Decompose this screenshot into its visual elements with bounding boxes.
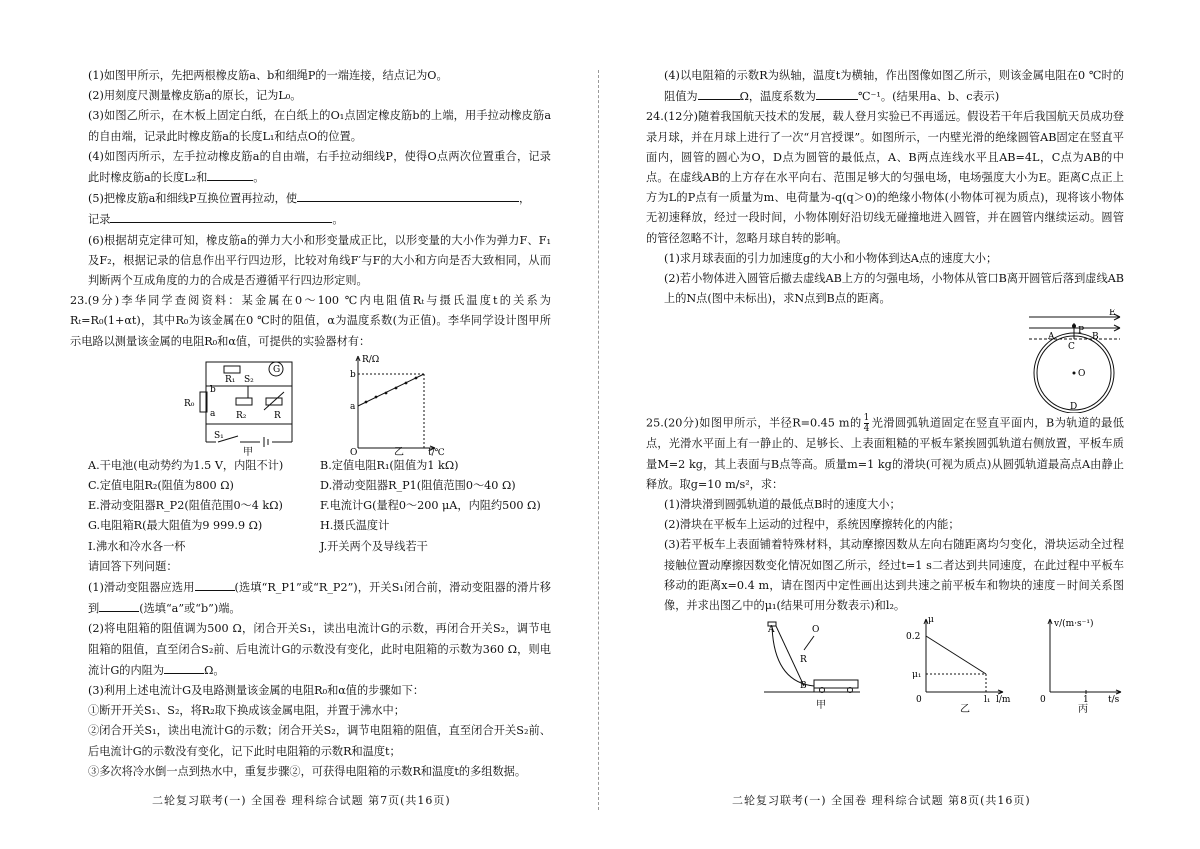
point-b-label: B xyxy=(1092,332,1099,343)
tick-mu1-label: μ₁ xyxy=(912,670,922,681)
radius-r-label: R xyxy=(800,655,807,666)
option-i: I.沸水和冷水各一杯 xyxy=(88,539,186,553)
origin-label: 0 xyxy=(916,695,922,706)
point-d-label: D xyxy=(1070,402,1078,413)
answer-blank[interactable] xyxy=(698,86,740,100)
option-e: E.滑动变阻器R_P2(阻值范围0～4 kΩ) xyxy=(88,499,283,513)
column-divider xyxy=(598,70,599,810)
answer-blank[interactable] xyxy=(195,577,235,591)
q22-step1: (1)如图甲所示，先把两根橡皮筋a、b和细绳P的一端连接，结点记为O。 xyxy=(88,69,448,82)
axis-lm-label: l/m xyxy=(996,695,1011,706)
origin-label: 0 xyxy=(1040,695,1046,706)
answer-blank[interactable] xyxy=(164,660,204,674)
answer-blank[interactable] xyxy=(207,167,253,181)
fraction-quarter: $\frac{1}{4}$ xyxy=(863,413,870,435)
graph-xlabel: t/℃ xyxy=(428,447,445,456)
equipment-list xyxy=(88,456,551,557)
q23-step-3: ③多次将冷水倒一点到热水中，重复步骤②，可获得电阻箱的示数R和温度t的多组数据。 xyxy=(88,764,527,778)
q22-step5: (5)把橡皮筋a和细线P互换位置再拉动，使 ， xyxy=(88,188,551,209)
field-e-label: E xyxy=(1109,309,1116,319)
q23-part1: (1)滑动变阻器应选用 (选填“R_P1”或“R_P2”)，开关S₁闭合前，滑动变阻器的滑片移到 (选填“a”或“b”)端。 xyxy=(88,577,551,619)
q24-stem: 24.(12分)随着我国航天技术的发展，载人登月实验已不再遥远。假设若干年后我国航天员成功登录月球，并在月球上进行了一次“月宫授课”。如图所示，一内壁光滑的绝缘圆管AB固定在竖直平面内，圆管的圆心为O，D点为圆管的最低点，A、B两点连线水平且AB=4L，C点为AB的中点。在虚线AB的上方存在水平向右、范围足够大的匀强电场，电场强度大小为E。距离C点正上方为L的P点有一质量为m、电荷量为-q(q＞0)的绝缘小物体(小物体可视为质点)，现将该小物体无初速释放，经过一段时间，小物体刚好沿切线无碰撞地进入圆管，并在圆管内继续运动。圆管的管径忽略不计，忽略月球自转的影响。 xyxy=(646,110,1124,245)
r0-label: R₀ xyxy=(184,398,195,409)
option-h: H.摄氏温度计 xyxy=(320,519,390,533)
option-a: A.干电池(电动势约为1.5 V，内阻不计) xyxy=(88,458,284,472)
q23-prompt: 请回答下列问题： xyxy=(88,559,178,573)
footer-page-8: 二轮复习联考(一) 全国卷 理科综合试题 第8页(共16页) xyxy=(732,794,1031,807)
option-d: D.滑动变阻器R_P1(阻值范围0～40 Ω) xyxy=(320,479,516,493)
graph-ylabel: R/Ω xyxy=(362,354,380,365)
q22-step5b: 记录 。 xyxy=(88,209,551,230)
point-b-label: B xyxy=(800,681,807,692)
option-j: J.开关两个及导线若干 xyxy=(320,539,428,553)
figure-bing-caption: 丙 xyxy=(1078,704,1088,716)
axis-mu-label: μ xyxy=(928,616,934,626)
left-column xyxy=(70,66,551,782)
r2-label: R₂ xyxy=(236,410,247,421)
footer-page-7: 二轮复习联考(一) 全国卷 理科综合试题 第7页(共16页) xyxy=(152,794,451,807)
point-c-label: C xyxy=(1068,342,1075,353)
answer-blank[interactable] xyxy=(816,86,858,100)
point-a-label: A xyxy=(1048,332,1055,343)
tick-0.2-label: 0.2 xyxy=(906,632,921,643)
graph-a-label: a xyxy=(350,401,356,412)
q25-part2: (2)滑块在平板车上运动的过程中，系统因摩擦转化的内能； xyxy=(664,518,960,532)
q23-step-2: ②闭合开关S₁，读出电流计G的示数；闭合开关S₂，调节电阻箱的阻值，直至闭合开关S₂前、后电流计G的示数没有变化，记下此时电阻箱的示数R和温度t； xyxy=(88,724,551,758)
q23-part3: (3)利用上述电流计G及电路测量该金属的电阻R₀和α值的步骤如下： xyxy=(88,684,425,698)
option-f: F.电流计G(量程0～200 μA，内阻约500 Ω) xyxy=(320,499,541,513)
option-b: B.定值电阻R₁(阻值为1 kΩ) xyxy=(320,458,459,472)
tick-1-label: 1 xyxy=(1083,695,1089,706)
figure-yi-caption: 乙 xyxy=(960,704,970,716)
b-terminal-label: b xyxy=(210,384,216,395)
q23-intro: 23.(9分)李华同学查阅资料：某金属在0～100 ℃内电阻值Rₜ与摄氏温度t的关系为Rₜ=R₀(1+αt)，其中R₀为该金属在0 ℃时的阻值，α为温度系数(为正值)。李华同学设计图甲所示电路以测量该金属的电阻R₀和α值，可提供的实验器材有： xyxy=(70,294,551,348)
r-t-graph xyxy=(356,356,435,450)
figure-jia-caption: 甲 xyxy=(816,700,826,712)
q22-step2: (2)用刻度尺测量橡皮筋a的原长，记为L₀。 xyxy=(88,89,302,103)
q22-step3: (3)如图乙所示，在木板上固定白纸，在白纸上的O₁点固定橡皮筋b的上端，用手拉动橡皮筋a的自由端，记录此时橡皮筋a的长度L₁和结点O的位置。 xyxy=(88,109,551,143)
galvanometer-label: G xyxy=(273,364,281,375)
q25-part1: (1)滑块滑到圆弧轨道的最低点B时的速度大小； xyxy=(664,498,901,512)
figure-jia-caption: 甲 xyxy=(243,446,253,456)
tick-l1-label: l₁ xyxy=(984,695,991,706)
point-a-label: A xyxy=(768,625,775,636)
q22-step6: (6)根据胡克定律可知，橡皮筋a的弹力大小和形变量成正比，以形变量的大小作为弹力F、F₁及F₂，根据记录的信息作出平行四边形，比较对角线F′与F的大小和方向是否大致相同，从而判断两个互成角度的力的合成是否遵循平行四边形定则。 xyxy=(88,233,551,288)
figure-yi-caption: 乙 xyxy=(394,446,404,456)
q24-part2: (2)若小物体进入圆管后撤去虚线AB上方的匀强电场，小物体从管口B离开圆管后落到虚线AB上的N点(图中未标出)，求N点到B点的距离。 xyxy=(664,272,1124,306)
answer-blank[interactable] xyxy=(110,209,332,223)
graph-origin-label: O xyxy=(350,447,358,456)
option-c: C.定值电阻R₂(阻值为800 Ω) xyxy=(88,479,234,493)
s2-label: S₂ xyxy=(244,374,254,385)
q23-part4: (4)以电阻箱的示数R为纵轴，温度t为横轴，作出图像如图乙所示，则该金属电阻在0 ℃时的阻值为 Ω，温度系数为 ℃⁻¹。(结果用a、b、c表示) xyxy=(664,69,1124,104)
q25-figure-svg xyxy=(664,616,1124,716)
s1-label: S₁ xyxy=(214,430,224,441)
answer-blank[interactable] xyxy=(297,188,519,202)
point-o-label: O xyxy=(812,625,820,636)
q25-part3: (3)若平板车上表面铺着特殊材料，其动摩擦因数从左向右随距离均匀变化，滑块运动全过程接触位置动摩擦因数变化情况如图乙所示，经过t=1 s二者达到共同速度，在此过程中平板车移动的距离x=0.4 m，请在图丙中定性画出达到共速之前平板车和物块的速度－时间关系图像，并求出图乙中的μ₁(结果可用分数表示)和l₂。 xyxy=(664,538,1124,613)
axis-ts-label: t/s xyxy=(1108,695,1120,706)
q23-step-1: ①断开开关S₁、S₂，将R₂取下换成该金属电阻，并置于沸水中； xyxy=(88,704,405,718)
option-g: G.电阻箱R(最大阻值为9 999.9 Ω) xyxy=(88,519,263,533)
graph-b-label: b xyxy=(350,369,356,380)
q23-figure-svg xyxy=(88,352,551,456)
a-terminal-label: a xyxy=(210,408,216,419)
axis-v-label: v/(m·s⁻¹) xyxy=(1054,619,1094,630)
q24-figure-svg xyxy=(664,309,1124,413)
q23-figures xyxy=(88,352,551,456)
q25-stem: 25.(20分)如图甲所示，半径R=0.45 m的 $\frac{1}{4}$ 光滑圆弧轨道固定在竖直平面内，B为轨道的最低点，光滑水平面上有一静止的、足够长、上表面粗糙的平板车紧挨圆弧轨道右侧放置，平板车质量M=2 kg，其上表面与B点等高。质量m=1 kg的滑块(可视为质点)从圆弧轨道最高点A由静止释放。取g=10 m/s²，求： xyxy=(646,413,1124,491)
r1-label: R₁ xyxy=(225,374,236,385)
q22-step4: (4)如图丙所示，左手拉动橡皮筋a的自由端，右手拉动细线P，使得O点两次位置重合，记录此时橡皮筋a的长度L₂和 。 xyxy=(88,149,551,185)
q24-part1: (1)求月球表面的引力加速度g的大小和小物体到达A点的速度大小； xyxy=(664,251,998,265)
q24-figure xyxy=(664,309,1124,413)
point-p-label: P xyxy=(1078,326,1085,337)
answer-blank[interactable] xyxy=(99,598,139,612)
r-label: R xyxy=(274,410,281,421)
point-o-label: O xyxy=(1078,369,1086,380)
right-column xyxy=(646,66,1124,716)
q25-figures xyxy=(664,616,1124,716)
q23-part2: (2)将电阻箱的阻值调为500 Ω，闭合开关S₁，读出电流计G的示数，再闭合开关S₂，调节电阻箱的阻值，直至闭合S₂前、后电流计G的示数没有变化，此时电阻箱的示数为360 Ω，则电流计G的内阻为 Ω。 xyxy=(88,622,551,677)
